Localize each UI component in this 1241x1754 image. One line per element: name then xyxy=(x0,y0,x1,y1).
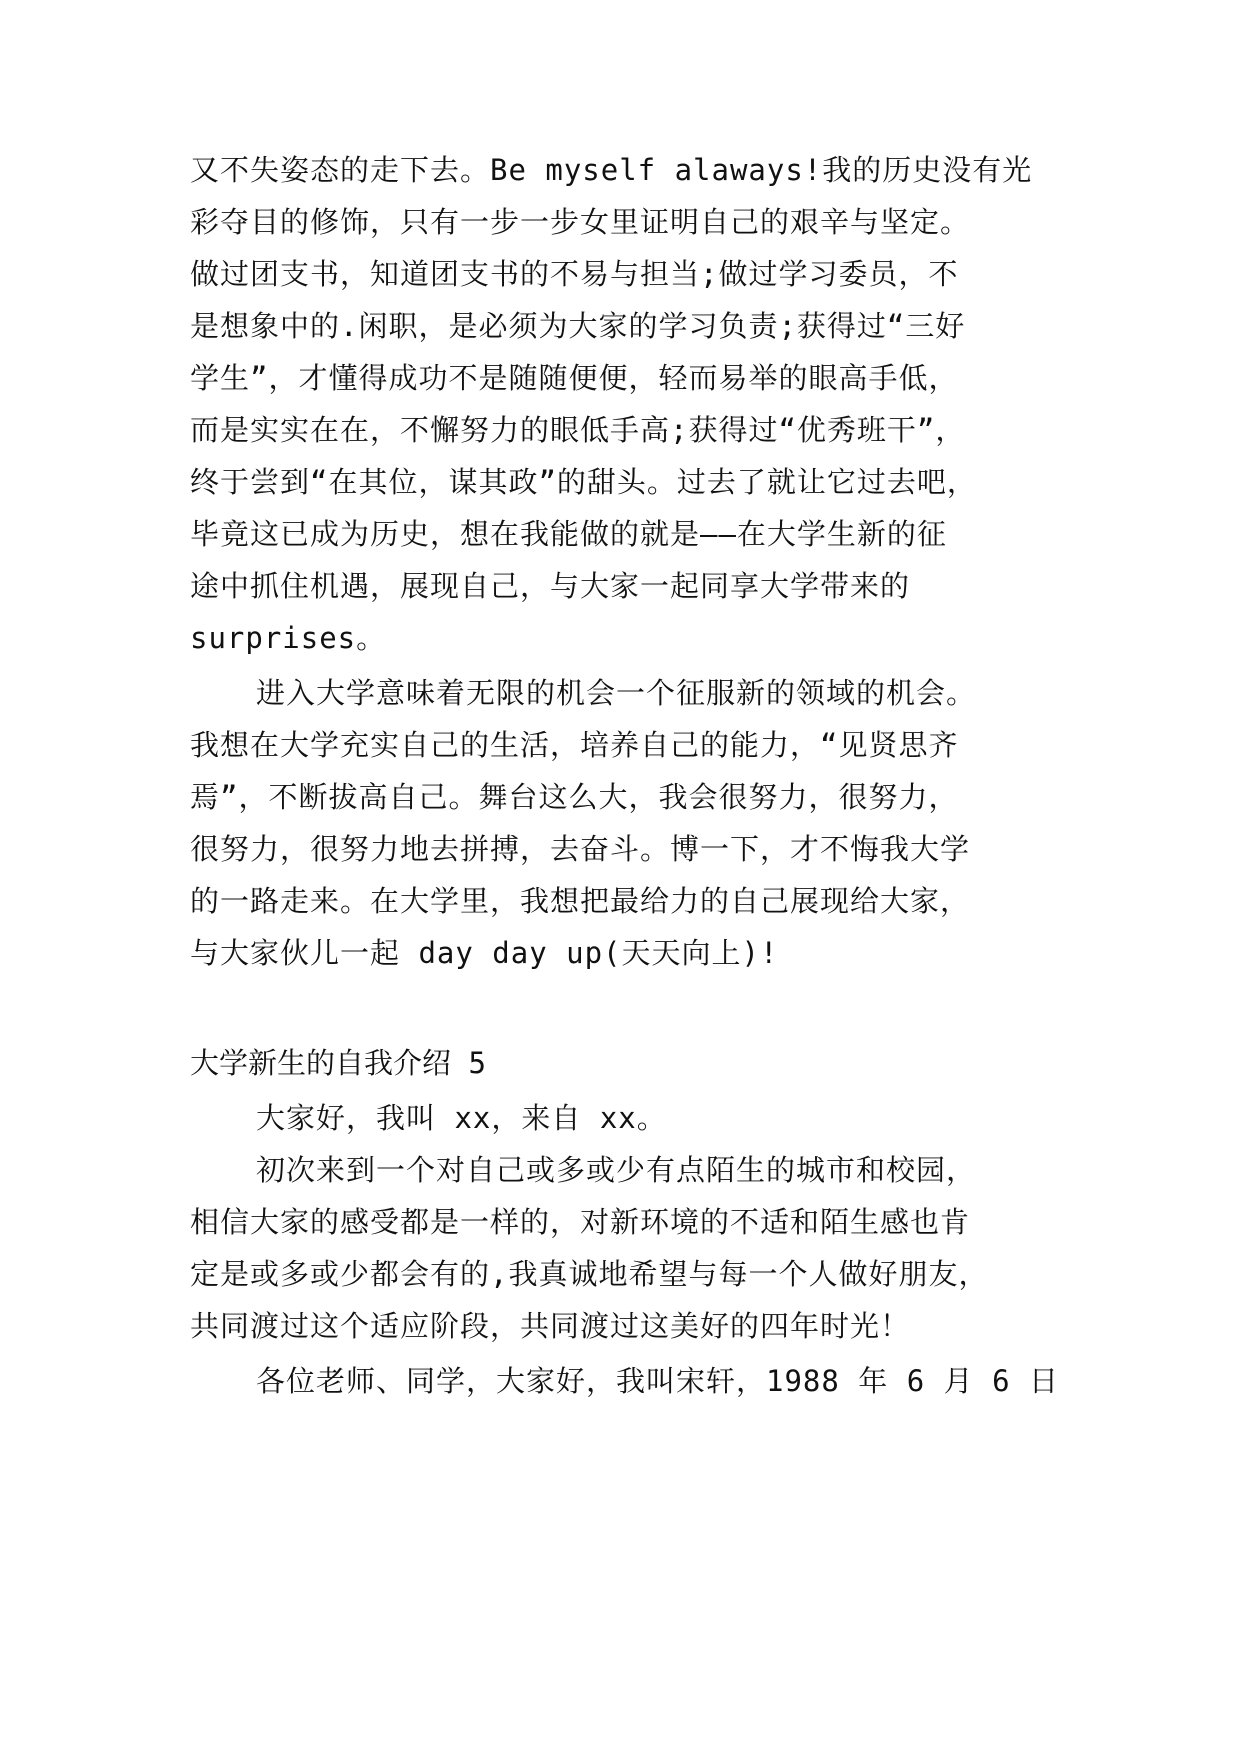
text-line: surprises。 xyxy=(190,621,387,655)
text-line: 的一路走来。在大学里，我想把最给力的自己展现给大家， xyxy=(190,884,971,918)
text-line: 终于尝到“在其位，谋其政”的甜头。过去了就让它过去吧， xyxy=(190,465,977,499)
section-heading: 大学新生的自我介绍 5 xyxy=(190,1046,486,1080)
text-line: 途中抓住机遇，展现自己，与大家一起同享大学带来的 xyxy=(190,569,911,603)
text-line: 毕竟这已成为历史，想在我能做的就是——在大学生新的征 xyxy=(190,517,947,551)
text-line: 初次来到一个对自己或多或少有点陌生的城市和校园， xyxy=(256,1153,977,1187)
text-line: 而是实实在在，不懈努力的眼低手高;获得过“优秀班干”， xyxy=(190,413,966,447)
text-line: 定是或多或少都会有的,我真诚地希望与每一个人做好朋友， xyxy=(190,1257,989,1291)
text-line: 相信大家的感受都是一样的，对新环境的不适和陌生感也肯 xyxy=(190,1205,971,1239)
text-line: 各位老师、同学，大家好，我叫宋轩，1988 年 6 月 6 日 xyxy=(256,1364,1060,1398)
text-line: 共同渡过这个适应阶段，共同渡过这美好的四年时光！ xyxy=(190,1309,911,1343)
text-line: 很努力，很努力地去拼搏，去奋斗。博一下，才不悔我大学 xyxy=(190,832,971,866)
text-line: 彩夺目的修饰，只有一步一步女里证明自己的艰辛与坚定。 xyxy=(190,205,971,239)
text-line: 我想在大学充实自己的生活，培养自己的能力，“见贤思齐 xyxy=(190,728,959,762)
text-line: 焉”，不断拔高自己。舞台这么大，我会很努力，很努力， xyxy=(190,780,959,814)
text-line: 是想象中的.闲职，是必须为大家的学习负责;获得过“三好 xyxy=(190,309,966,343)
text-line: 学生”，才懂得成功不是随随便便，轻而易举的眼高手低， xyxy=(190,361,959,395)
text-line: 做过团支书，知道团支书的不易与担当;做过学习委员，不 xyxy=(190,257,959,291)
text-line: 大家好，我叫 xx，来自 xx。 xyxy=(256,1101,667,1135)
text-line: 与大家伙儿一起 day day up(天天向上)! xyxy=(190,936,779,970)
text-line: 进入大学意味着无限的机会一个征服新的领域的机会。 xyxy=(256,676,977,710)
text-line: 又不失姿态的走下去。Be myself alaways!我的历史没有光 xyxy=(190,153,1033,187)
